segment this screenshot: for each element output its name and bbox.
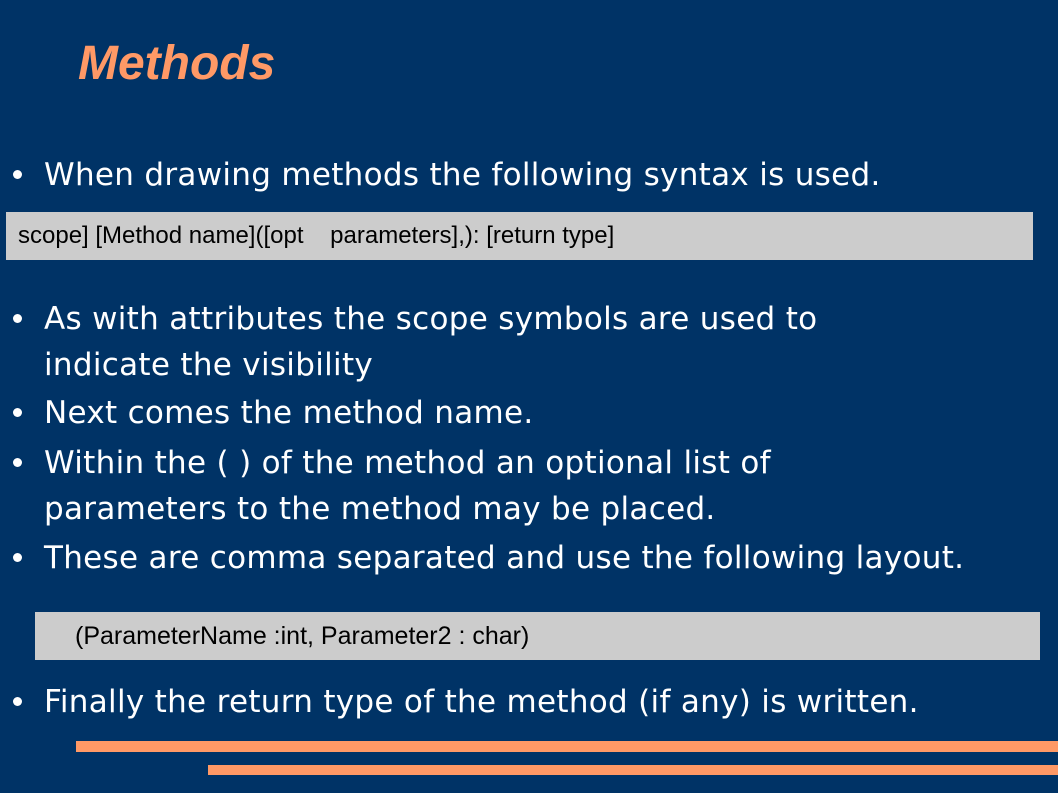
bullet-item — [13, 535, 1044, 581]
bullet-item — [13, 440, 884, 532]
accent-bar-bottom — [208, 765, 1058, 775]
slide-title: Methods — [78, 37, 276, 90]
bullet-text: These are comma separated and use the following layout. — [44, 540, 965, 576]
accent-bar-top — [76, 741, 1058, 752]
bullet-text: Next comes the method name. — [44, 395, 534, 431]
bullet-dot-icon — [13, 408, 22, 417]
bullet-item — [13, 679, 1044, 725]
bullet-text: Within the ( ) of the method an optional list of parameters to the method may be placed. — [44, 445, 771, 527]
bullet-text: When drawing methods the following syntax is used. — [44, 157, 881, 193]
parameter-layout-box: (ParameterName :int, Parameter2 : char) — [35, 612, 1040, 660]
bullet-dot-icon — [13, 314, 22, 323]
bullet-dot-icon — [13, 697, 22, 706]
bullet-dot-icon — [13, 553, 22, 562]
bullet-item — [13, 296, 924, 388]
bullet-text: Finally the return type of the method (if any) is written. — [44, 684, 919, 720]
bullet-item — [13, 390, 1044, 436]
bullet-text: As with attributes the scope symbols are used to indicate the visibility — [44, 301, 818, 383]
bullet-dot-icon — [13, 458, 22, 467]
bullet-dot-icon — [13, 170, 22, 179]
bullet-item — [13, 152, 1044, 198]
syntax-box: scope] [Method name]([opt parameters],): [return type] — [6, 212, 1033, 260]
